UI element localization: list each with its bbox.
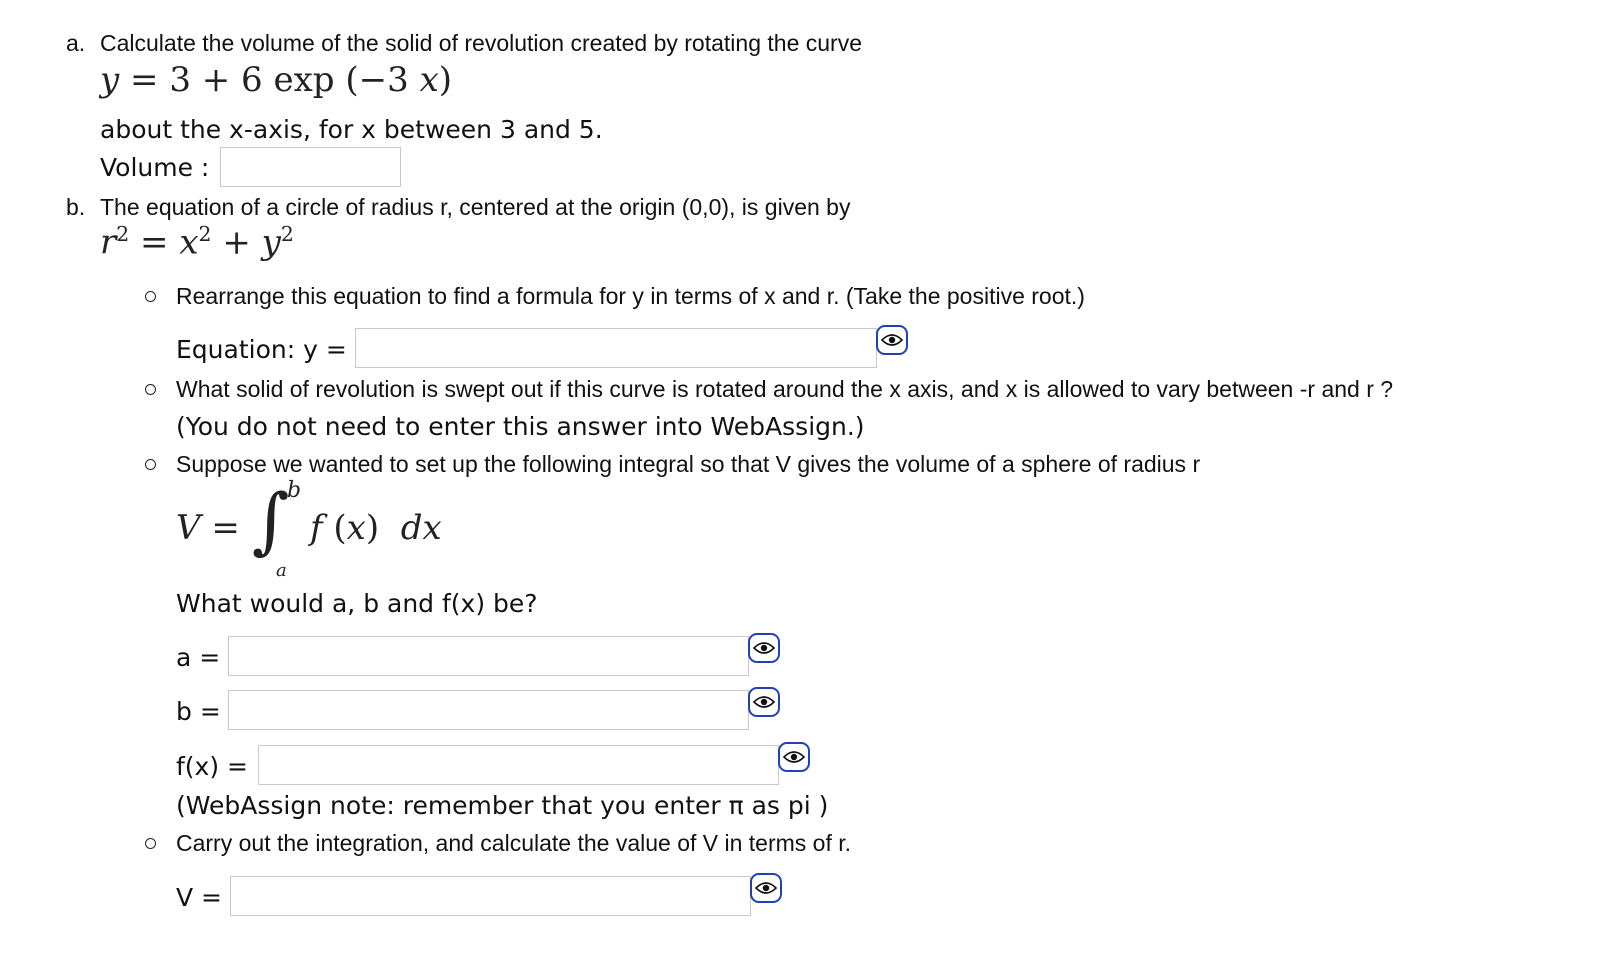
part-a-condition: about the x-axis, for x between 3 and 5. bbox=[100, 115, 603, 144]
eye-preview-icon[interactable] bbox=[750, 873, 782, 903]
bullet-marker bbox=[145, 384, 156, 395]
equation-input[interactable] bbox=[355, 328, 877, 368]
bullet-integral-setup: Suppose we wanted to set up the following integral so that V gives the volume of a sphere of radius r bbox=[176, 451, 1201, 477]
bullet-carry-out: Carry out the integration, and calculate the value of V in terms of r. bbox=[176, 830, 852, 856]
a-input[interactable] bbox=[228, 636, 749, 676]
bullet-marker bbox=[145, 459, 156, 470]
v-label: V = bbox=[176, 883, 222, 912]
part-a-marker: a. bbox=[66, 30, 86, 56]
b-label: b = bbox=[176, 697, 221, 726]
b-input[interactable] bbox=[228, 690, 749, 730]
eye-preview-icon[interactable] bbox=[748, 687, 780, 717]
a-label: a = bbox=[176, 643, 221, 672]
part-a-equation: y = 3 + 6 exp (−3 x) bbox=[100, 60, 453, 100]
bullet-rearrange: Rearrange this equation to find a formula for y in terms of x and r. (Take the positive root.) bbox=[176, 283, 1085, 309]
pi-note: (WebAssign note: remember that you enter π as pi ) bbox=[176, 791, 829, 820]
what-would-label: What would a, b and f(x) be? bbox=[176, 589, 538, 618]
eye-preview-icon[interactable] bbox=[876, 325, 908, 355]
equation-label: Equation: y = bbox=[176, 335, 347, 364]
bullet-marker bbox=[145, 291, 156, 302]
integral-lower-limit: a bbox=[276, 560, 287, 581]
bullet-marker bbox=[145, 838, 156, 849]
bullet-solid: What solid of revolution is swept out if this curve is rotated around the x axis, and x is allowed to vary between -r and r ? bbox=[176, 376, 1394, 402]
v-input[interactable] bbox=[230, 876, 751, 916]
volume-label: Volume : bbox=[100, 153, 210, 182]
part-b-prompt: The equation of a circle of radius r, centered at the origin (0,0), is given by bbox=[100, 194, 851, 220]
integral-equation: V = bbox=[176, 508, 240, 548]
integral-upper-limit: b bbox=[287, 478, 302, 503]
integral-sign: ∫ bbox=[252, 478, 290, 562]
f-input[interactable] bbox=[258, 745, 779, 785]
part-b-equation: $r^2 = x^2 + y^2$ bbox=[100, 222, 294, 263]
eye-preview-icon[interactable] bbox=[748, 633, 780, 663]
webassign-note: (You do not need to enter this answer into WebAssign.) bbox=[176, 412, 865, 441]
eye-preview-icon[interactable] bbox=[778, 742, 810, 772]
integral-integrand: f (x) dx bbox=[310, 508, 442, 548]
part-a-prompt: Calculate the volume of the solid of revolution created by rotating the curve bbox=[100, 30, 862, 56]
volume-input[interactable] bbox=[220, 147, 401, 187]
part-b-marker: b. bbox=[66, 194, 86, 220]
f-label: f(x) = bbox=[176, 752, 248, 781]
